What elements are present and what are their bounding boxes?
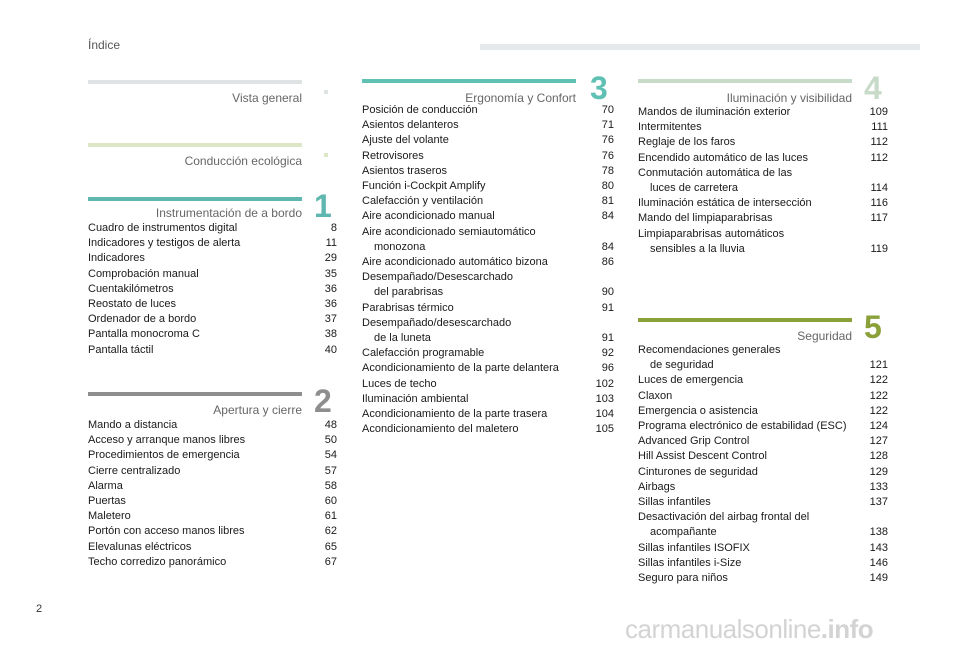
toc-entry[interactable] [638,434,888,449]
toc-entry-label: Acondicionamiento del maletero [362,423,519,436]
toc-entry[interactable] [88,312,337,327]
toc-entry[interactable] [638,465,888,480]
toc-entry-label: Indicadores y testigos de alerta [88,237,241,250]
toc-entry[interactable] [362,194,614,209]
section-bar [638,79,852,83]
toc-entry-label: de seguridad [650,359,714,372]
toc-entry-page: 124 [869,420,888,433]
toc-entry-label: Ajuste del volante [362,134,449,147]
toc-entry-page: 40 [324,343,337,356]
toc-entry-page: 109 [869,106,888,118]
section-bar [88,143,302,147]
toc-entry[interactable] [362,377,614,392]
toc-entry-label: Sillas infantiles ISOFIX [638,541,750,554]
toc-entry-label: Mando a distancia [88,419,178,431]
toc-entry-label: Asientos delanteros [362,119,459,132]
toc-entry-page: 114 [870,182,888,195]
toc-entry[interactable] [362,346,614,361]
section-title: Conducción ecológica [184,154,302,168]
toc-entry[interactable] [362,209,614,224]
toc-entry-page: 104 [595,408,614,421]
toc-entry-label: Elevalunas eléctricos [88,540,192,553]
toc-entry-label: Indicadores [88,252,145,265]
toc-entry-page: 80 [601,180,614,193]
toc-entry[interactable] [88,555,337,570]
toc-entry-label: Techo corredizo panorámico [88,555,227,568]
toc-entry-label: Aire acondicionado semiautomático [362,225,536,238]
toc-entry-page: 86 [601,256,614,269]
toc-entry-page: 133 [869,480,888,493]
toc-entry-label: Función i-Cockpit Amplify [362,180,486,193]
section-bar [362,79,576,83]
toc-entry-page: 91 [601,301,614,314]
toc-entry-label: Alarma [88,479,123,492]
toc-entry[interactable] [638,227,888,242]
toc-entry[interactable] [362,164,614,179]
toc-entry-page [592,270,614,285]
toc-entry-label: Recomendaciones generales [638,344,781,356]
section-number: 3 [590,70,608,106]
toc-entry-page: 122 [869,404,888,417]
toc-entry-page: 62 [324,525,337,538]
section-title: Apertura y cierre [213,403,302,417]
toc-entry-page: 61 [324,510,337,523]
toc-entry-label: luces de carretera [650,182,739,195]
toc-entry-label: Aire acondicionado automático bizona [362,256,548,269]
toc-entry-label: Seguro para niños [638,572,728,585]
toc-entry-label: Acondicionamiento de la parte delantera [362,362,559,375]
toc-entry[interactable] [88,509,337,524]
toc-entry-page: 36 [324,282,337,295]
section-title: Instrumentación de a bordo [155,206,302,220]
toc-entry-label: Desempañado/Desescarchado [362,271,514,284]
toc-entry-label: Programa electrónico de estabilidad (ESC) [638,420,847,433]
toc-entry-page: 103 [595,392,614,405]
toc-entry[interactable] [88,236,337,251]
toc-list [362,103,614,437]
toc-entry-label: Calefacción programable [362,347,485,360]
toc-entry[interactable] [638,358,888,373]
toc-entry-page: 105 [595,423,614,436]
toc-entry[interactable] [362,149,614,164]
toc-entry[interactable] [638,525,888,540]
toc-entry[interactable] [362,270,614,285]
toc-entry-label: Limpiaparabrisas automáticos [638,227,785,240]
section-bar [88,80,302,84]
toc-entry-page: 112 [870,136,888,149]
toc-entry-label: Procedimientos de emergencia [88,449,240,462]
toc-entry-page: 116 [870,197,888,210]
toc-entry-page: 50 [324,434,337,447]
toc-entry-label: Mandos de iluminación exterior [638,106,791,118]
toc-entry-page: 122 [869,374,888,387]
section-conduccion-ecologica[interactable] [88,143,302,168]
toc-entry-label: Acondicionamiento de la parte trasera [362,408,548,421]
toc-entry[interactable] [88,448,337,463]
toc-entry-page: 102 [595,377,614,390]
toc-entry[interactable] [88,267,337,282]
toc-entry-page: 84 [601,240,614,253]
toc-entry-page: 38 [324,328,337,341]
toc-list [638,105,888,257]
toc-entry-label: Advanced Grip Control [638,435,750,448]
toc-entry[interactable] [638,343,888,358]
toc-entry[interactable] [638,419,888,434]
toc-entry-page [866,166,888,181]
toc-entry-page: 67 [324,555,337,568]
toc-entry[interactable] [362,118,614,133]
toc-entry-label: Aire acondicionado manual [362,210,495,223]
toc-entry-label: Emergencia o asistencia [638,404,758,417]
toc-entry[interactable] [88,494,337,509]
toc-entry-label: acompañante [650,526,717,539]
toc-entry[interactable] [638,480,888,495]
section-3 [362,70,614,437]
toc-entry-page: 146 [869,556,888,569]
toc-entry[interactable] [362,361,614,376]
toc-entry-label: Cierre centralizado [88,464,181,477]
toc-entry-label: Intermitentes [638,121,702,134]
toc-entry-page: 128 [869,450,888,463]
toc-entry-page [866,510,888,525]
toc-entry-label: Airbags [638,480,676,493]
toc-entry-label: monozona [374,240,426,253]
toc-entry[interactable] [88,433,337,448]
toc-entry-page: 138 [869,526,888,539]
toc-entry-page: 90 [601,286,614,299]
toc-entry-page: 71 [601,119,614,132]
toc-entry-page: 8 [330,222,337,234]
toc-entry-page: 81 [601,195,614,208]
toc-entry[interactable] [638,541,888,556]
toc-entry-page: 122 [869,389,888,402]
section-4 [638,70,888,257]
toc-entry-page: 91 [601,332,614,345]
toc-entry-page: 48 [324,419,337,431]
toc-entry[interactable] [362,392,614,407]
toc-entry[interactable] [638,242,888,257]
section-bar [88,197,302,201]
toc-entry-page [866,227,888,242]
toc-entry[interactable] [362,331,614,346]
toc-entry[interactable] [362,133,614,148]
toc-entry[interactable] [88,540,337,555]
section-bar [638,318,852,322]
section-title: Vista general [232,91,302,105]
toc-entry-label: Cuentakilómetros [88,282,174,295]
header-bar [480,44,920,50]
toc-entry[interactable] [638,404,888,419]
toc-entry[interactable] [638,389,888,404]
toc-list [638,343,888,586]
toc-entry-label: Hill Assist Descent Control [638,450,767,463]
toc-entry[interactable] [362,103,614,118]
toc-entry[interactable] [638,373,888,388]
toc-entry-label: Desempañado/desescarchado [362,316,512,329]
toc-entry[interactable] [362,285,614,300]
toc-entry-label: Iluminación estática de intersección [638,197,812,210]
toc-entry-label: Pantalla táctil [88,343,154,356]
toc-entry-label: Reglaje de los faros [638,136,736,149]
toc-entry-label: Pantalla monocroma C [88,328,200,341]
toc-entry-page: 37 [324,313,337,326]
toc-entry[interactable] [638,151,888,166]
page-header-title: Índice [88,38,121,52]
toc-entry[interactable] [638,181,888,196]
toc-entry-label: Cinturones de seguridad [638,465,758,478]
toc-entry[interactable] [638,510,888,525]
toc-entry-page: 76 [601,149,614,162]
toc-entry-label: Asientos traseros [362,164,447,177]
watermark-text: carmanualsonline [625,614,821,644]
toc-entry[interactable] [362,301,614,316]
toc-entry[interactable] [638,571,888,586]
toc-entry[interactable] [362,225,614,240]
toc-entry[interactable] [88,418,337,433]
toc-entry-label: Portón con acceso manos libres [88,525,245,538]
toc-entry-page: 58 [324,479,337,492]
toc-entry-page: 119 [870,242,888,255]
toc-entry-page: 60 [324,495,337,508]
section-number: 5 [864,309,882,345]
toc-entry-label: Calefacción y ventilación [362,195,484,208]
toc-entry-page: 84 [601,210,614,223]
section-vista-general[interactable] [88,80,302,105]
toc-entry-label: de la luneta [374,332,431,345]
toc-entry[interactable] [362,179,614,194]
toc-entry-page [592,316,614,331]
toc-entry-label: Mando del limpiaparabrisas [638,212,773,225]
toc-entry-label: Comprobación manual [88,267,199,280]
toc-entry-label: del parabrisas [374,286,444,299]
toc-entry-label: Desactivación del airbag frontal del [638,511,810,524]
toc-entry-page: 36 [324,298,337,311]
toc-entry[interactable] [88,327,337,342]
toc-entry[interactable] [88,479,337,494]
toc-entry-label: Cuadro de instrumentos digital [88,222,238,234]
toc-entry-label: Posición de conducción [362,104,478,116]
watermark-suffix: .info [820,614,874,644]
toc-entry[interactable] [88,464,337,479]
toc-entry-label: Claxon [638,389,673,402]
toc-entry-page: 70 [601,104,614,116]
toc-entry-label: Retrovisores [362,149,424,162]
toc-entry[interactable] [362,422,614,437]
toc-entry-page: 112 [870,151,888,164]
toc-entry[interactable] [638,449,888,464]
toc-entry[interactable] [362,316,614,331]
toc-entry-page [592,225,614,240]
toc-entry-page: 54 [324,449,337,462]
toc-entry-page: 29 [324,252,337,265]
toc-entry-page: 127 [869,435,888,448]
toc-entry-label: Reostato de luces [88,298,177,311]
section-1 [88,188,338,358]
toc-entry-label: Luces de techo [362,377,437,390]
toc-entry-page: 121 [869,359,888,372]
toc-entry-page: 143 [869,541,888,554]
toc-entry-page: 92 [601,347,614,360]
toc-entry-label: Maletero [88,510,131,523]
toc-entry-label: Parabrisas térmico [362,301,454,314]
toc-entry[interactable] [88,524,337,539]
toc-entry[interactable] [362,240,614,255]
section-bar [88,392,302,396]
section-number: 2 [314,383,332,419]
section-number: 4 [864,70,882,106]
section-title: Seguridad [797,329,852,343]
toc-entry[interactable] [638,105,888,120]
toc-entry-label: Conmutación automática de las [638,166,793,179]
toc-entry-page: 137 [869,496,888,509]
page-number: 2 [36,603,43,615]
section-marker [324,153,328,157]
toc-entry-label: Sillas infantiles [638,496,711,509]
section-2 [88,383,338,570]
toc-entry[interactable] [638,495,888,510]
toc-entry[interactable] [88,251,337,266]
toc-list [88,418,337,570]
toc-list [88,221,337,358]
toc-entry-page: 96 [601,362,614,375]
toc-entry-page: 117 [870,212,888,225]
toc-entry-label: Acceso y arranque manos libres [88,434,246,447]
section-title: Ergonomía y Confort [465,91,576,105]
toc-entry[interactable] [638,556,888,571]
toc-entry-page: 57 [324,464,337,477]
toc-entry-page: 35 [324,267,337,280]
toc-entry[interactable] [88,297,337,312]
toc-entry[interactable] [88,282,337,297]
toc-entry-label: Luces de emergencia [638,374,744,387]
toc-entry-label: Iluminación ambiental [362,392,469,405]
toc-entry[interactable] [638,196,888,211]
toc-entry[interactable] [638,166,888,181]
toc-entry-label: sensibles a la lluvia [650,242,745,255]
toc-entry-label: Encendido automático de las luces [638,151,808,164]
toc-entry-page: 65 [324,540,337,553]
toc-entry-label: Sillas infantiles i-Size [638,556,742,569]
section-number: 1 [314,188,332,224]
toc-entry-label: Ordenador de a bordo [88,313,197,326]
section-title: Iluminación y visibilidad [726,91,852,105]
toc-entry-page: 78 [601,164,614,177]
toc-entry-page: 111 [871,121,888,134]
toc-entry[interactable] [638,211,888,226]
toc-entry[interactable] [88,221,337,236]
section-marker [324,90,328,94]
toc-entry[interactable] [638,120,888,135]
toc-entry-page: 76 [601,134,614,147]
toc-entry-label: Puertas [88,495,126,508]
watermark [625,614,873,645]
toc-entry[interactable] [88,343,337,358]
toc-entry[interactable] [362,407,614,422]
toc-entry[interactable] [638,135,888,150]
toc-entry-page: 149 [869,572,888,585]
section-5 [638,309,888,586]
toc-entry[interactable] [362,255,614,270]
toc-entry-page: 11 [325,237,337,250]
toc-entry-page: 129 [869,465,888,478]
